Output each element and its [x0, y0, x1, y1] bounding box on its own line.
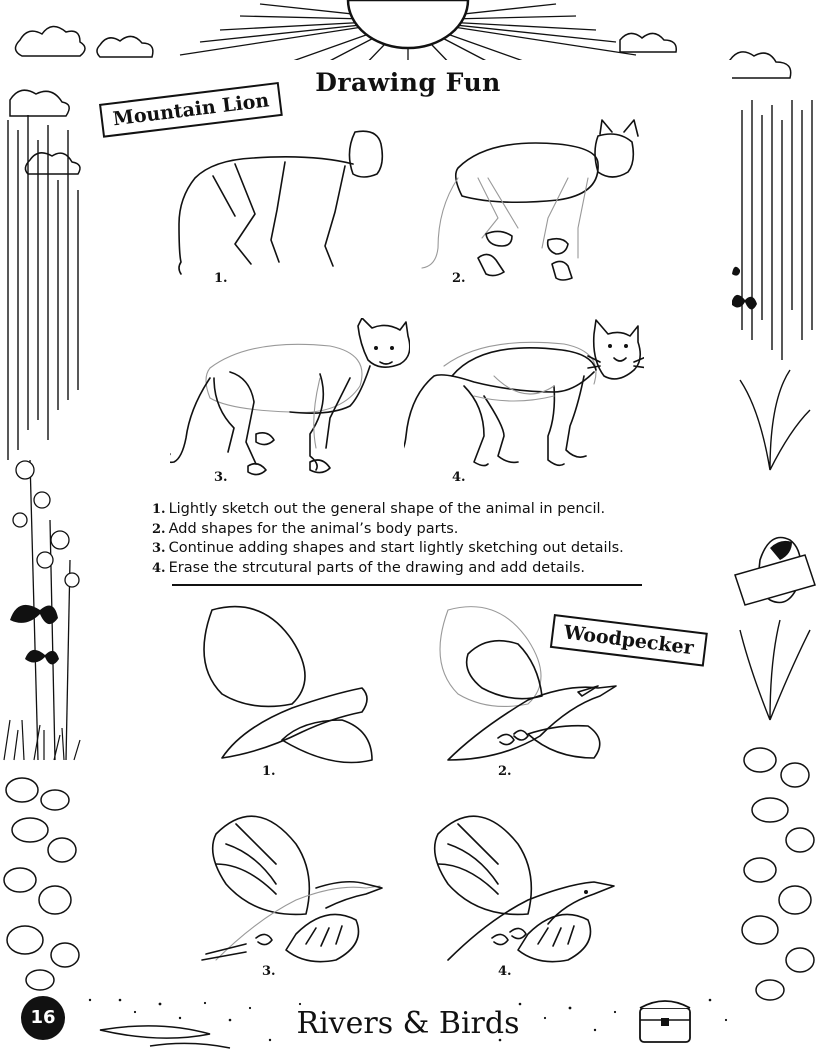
woodpecker-label: Woodpecker	[550, 614, 708, 667]
footer-title: Rivers & Birds	[296, 1006, 520, 1041]
instructions-list	[152, 500, 692, 578]
page-title: Drawing Fun	[315, 68, 501, 97]
instruction-text: Continue adding shapes and start lightly sketching out details.	[168, 540, 624, 556]
page-number-badge: 16	[21, 996, 65, 1040]
lion-step-4-figure	[404, 316, 644, 486]
lion-step-3-figure	[170, 318, 410, 484]
lion-step-1-figure	[175, 126, 405, 286]
woodpecker-step-3-figure	[196, 804, 386, 970]
section-divider	[172, 584, 642, 586]
lion-step-4-number: 4.	[452, 470, 466, 485]
mountain-lion-label: Mountain Lion	[99, 82, 283, 138]
bird-icon	[735, 538, 815, 606]
woodpecker-step-2-number: 2.	[498, 764, 512, 779]
instruction-number: 2.	[152, 521, 166, 537]
woodpecker-step-1-figure	[192, 604, 382, 770]
woodpecker-step-1-number: 1.	[262, 764, 276, 779]
instruction-text: Lightly sketch out the general shape of the animal in pencil.	[168, 501, 606, 517]
lion-step-2-number: 2.	[452, 271, 466, 286]
instruction-number: 3.	[152, 541, 166, 556]
woodpecker-step-4-figure	[428, 804, 628, 970]
lion-step-2-figure	[418, 118, 648, 288]
instruction-item	[152, 539, 692, 559]
instruction-number: 1.	[152, 502, 166, 517]
instruction-item	[152, 500, 692, 520]
woodpecker-step-4-number: 4.	[498, 964, 512, 979]
instruction-item	[152, 520, 692, 540]
instruction-text: Add shapes for the animal’s body parts.	[168, 520, 459, 537]
instruction-text: Erase the strcutural parts of the drawing and add details.	[168, 559, 586, 576]
woodpecker-step-2-figure	[428, 604, 628, 770]
lion-step-3-number: 3.	[214, 470, 228, 485]
lion-step-1-number: 1.	[214, 271, 228, 286]
instruction-number: 4.	[152, 560, 166, 576]
woodpecker-step-3-number: 3.	[262, 964, 276, 979]
instruction-item	[152, 559, 692, 579]
